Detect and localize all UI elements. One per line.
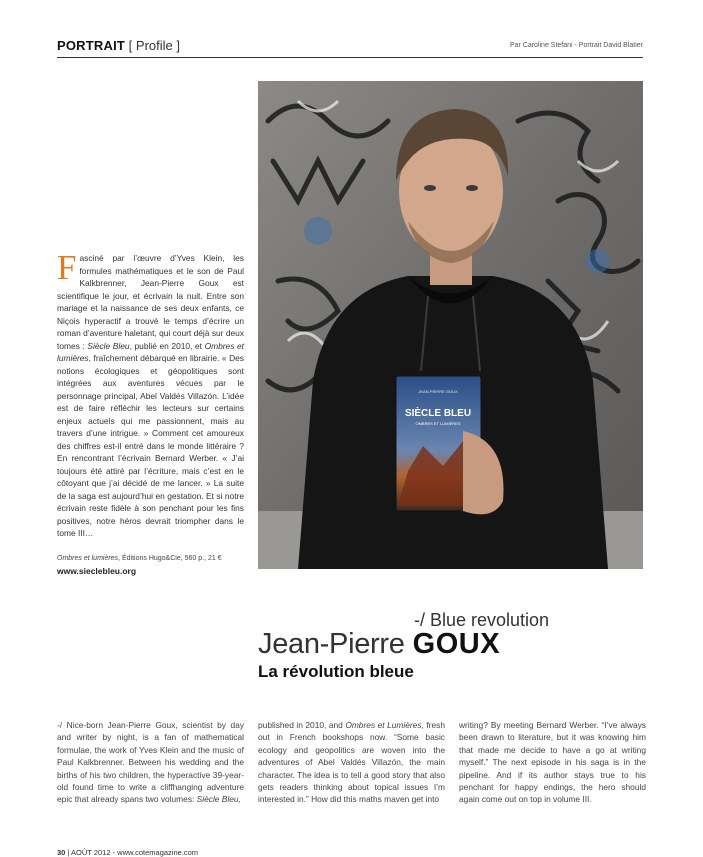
intro-part-1: asciné par l’œuvre d’Yves Klein, les formules mathématiques et le son de Paul Kalkbrenner, Jean-Pierre Goux est scientifique le jour, et écrivain la nuit. Entre son mariage et la naissance de ses deux enfants, ce Niçois hyperactif a trouvé le temps d’écrire un roman d’aventure haletant, qui court déjà sur deux tomes :: [57, 253, 244, 351]
headline-kicker: -/ Blue revolution: [414, 610, 550, 630]
book-reference: [57, 555, 222, 562]
section-title: [57, 38, 180, 53]
headline-subtitle: La révolution bleue: [258, 662, 414, 681]
headline-first-name: Jean-Pierre: [258, 628, 405, 660]
footer-info: | AOÛT 2012 - www.cotemagazine.com: [65, 848, 199, 857]
english-col2-text-b: , fresh out in French bookshops now. “Some basic ecology and geopolitics are woven into the adventures of Abel Valdés Villazón, the main character. The idea is to tell a good story that also gets readers thinking about topical issues I’m interested in.” How did this maths maven get into: [258, 720, 445, 805]
headline-name: [258, 628, 500, 661]
headline-last-name: GOUX: [412, 628, 501, 660]
section-label: PORTRAIT: [57, 38, 126, 53]
english-column-2: [258, 719, 445, 806]
reference-details: , Éditions Hugo&Cie, 560 p., 21 €: [118, 555, 222, 562]
english-col1-book: Siècle Bleu,: [196, 794, 241, 805]
page-number: 30: [57, 848, 66, 857]
english-column-3: writing? By meeting Bernard Werber. “I’ve always been drawn to literature, but it was knowing him that made me decide to have a go at writing myself.” The next episode in his saga is in the pipeline. And if its author stays true to his penchant for happy endings, the hero should again come out on top in volume III.: [459, 720, 646, 805]
english-col1-text: -/ Nice-born Jean-Pierre Goux, scientist by day and writer by night, is a fan of mathematical formulae, the work of Yves Klein and the music of Paul Kalkbrenner. Between his wedding and the births of his two children, the hyperactive 39-year-old found time to write a cliffhanging adventure epic that already spans two volumes:: [57, 720, 244, 805]
header-rule: [57, 57, 643, 58]
english-column-1: [57, 719, 244, 806]
website-link[interactable]: www.sieclebleu.org: [57, 566, 137, 576]
book-author: JEAN-PIERRE GOUX: [418, 389, 458, 394]
intro-text: [57, 248, 244, 540]
book-subtitle: OMBRES ET LUMIÈRES: [415, 421, 461, 426]
intro-book-2: Ombres et lumières: [57, 340, 244, 363]
section-sublabel: [ Profile ]: [128, 38, 180, 53]
page-footer: [57, 848, 198, 857]
credits: Par Caroline Stefani - Portrait David Blatier: [509, 42, 643, 49]
intro-book-1: Siècle Bleu: [87, 340, 130, 351]
drop-cap: F: [57, 248, 77, 287]
intro-part-2: , publié en 2010, et: [129, 340, 205, 351]
english-col2-book: Ombres et Lumières: [345, 720, 422, 730]
intro-part-3: , fraîchement débarqué en librairie. « Des notions écologiques et géopolitiques sont intégrées aux aventures vécues par le personnage principal, Abel Valdés Villazón. L’idée est de faire réfléchir les lecteurs sur certains enjeux actuels qui me passionnent, mais au travers d’une intrigue. » Comment cet amoureux des chiffres est-il entré dans le monde littéraire ? En rencontrant l’écrivain Bernard Werber. « J’ai toujours été attiré par l’écriture, mais c’est en le côtoyant que j’ai décidé de me lancer. » La suite de la saga est aujourd’hui en gestation. Et si notre écrivain reste fidèle à son penchant pour les fins positives, notre héros devrait triompher dans le tome III…: [57, 353, 244, 538]
english-col2-text-a: published in 2010, and: [258, 720, 346, 730]
reference-title: Ombres et lumières: [57, 555, 119, 562]
portrait-illustration: [258, 81, 643, 569]
portrait-photo: [258, 81, 643, 569]
book-title: SIÈCLE BLEU: [404, 408, 472, 419]
